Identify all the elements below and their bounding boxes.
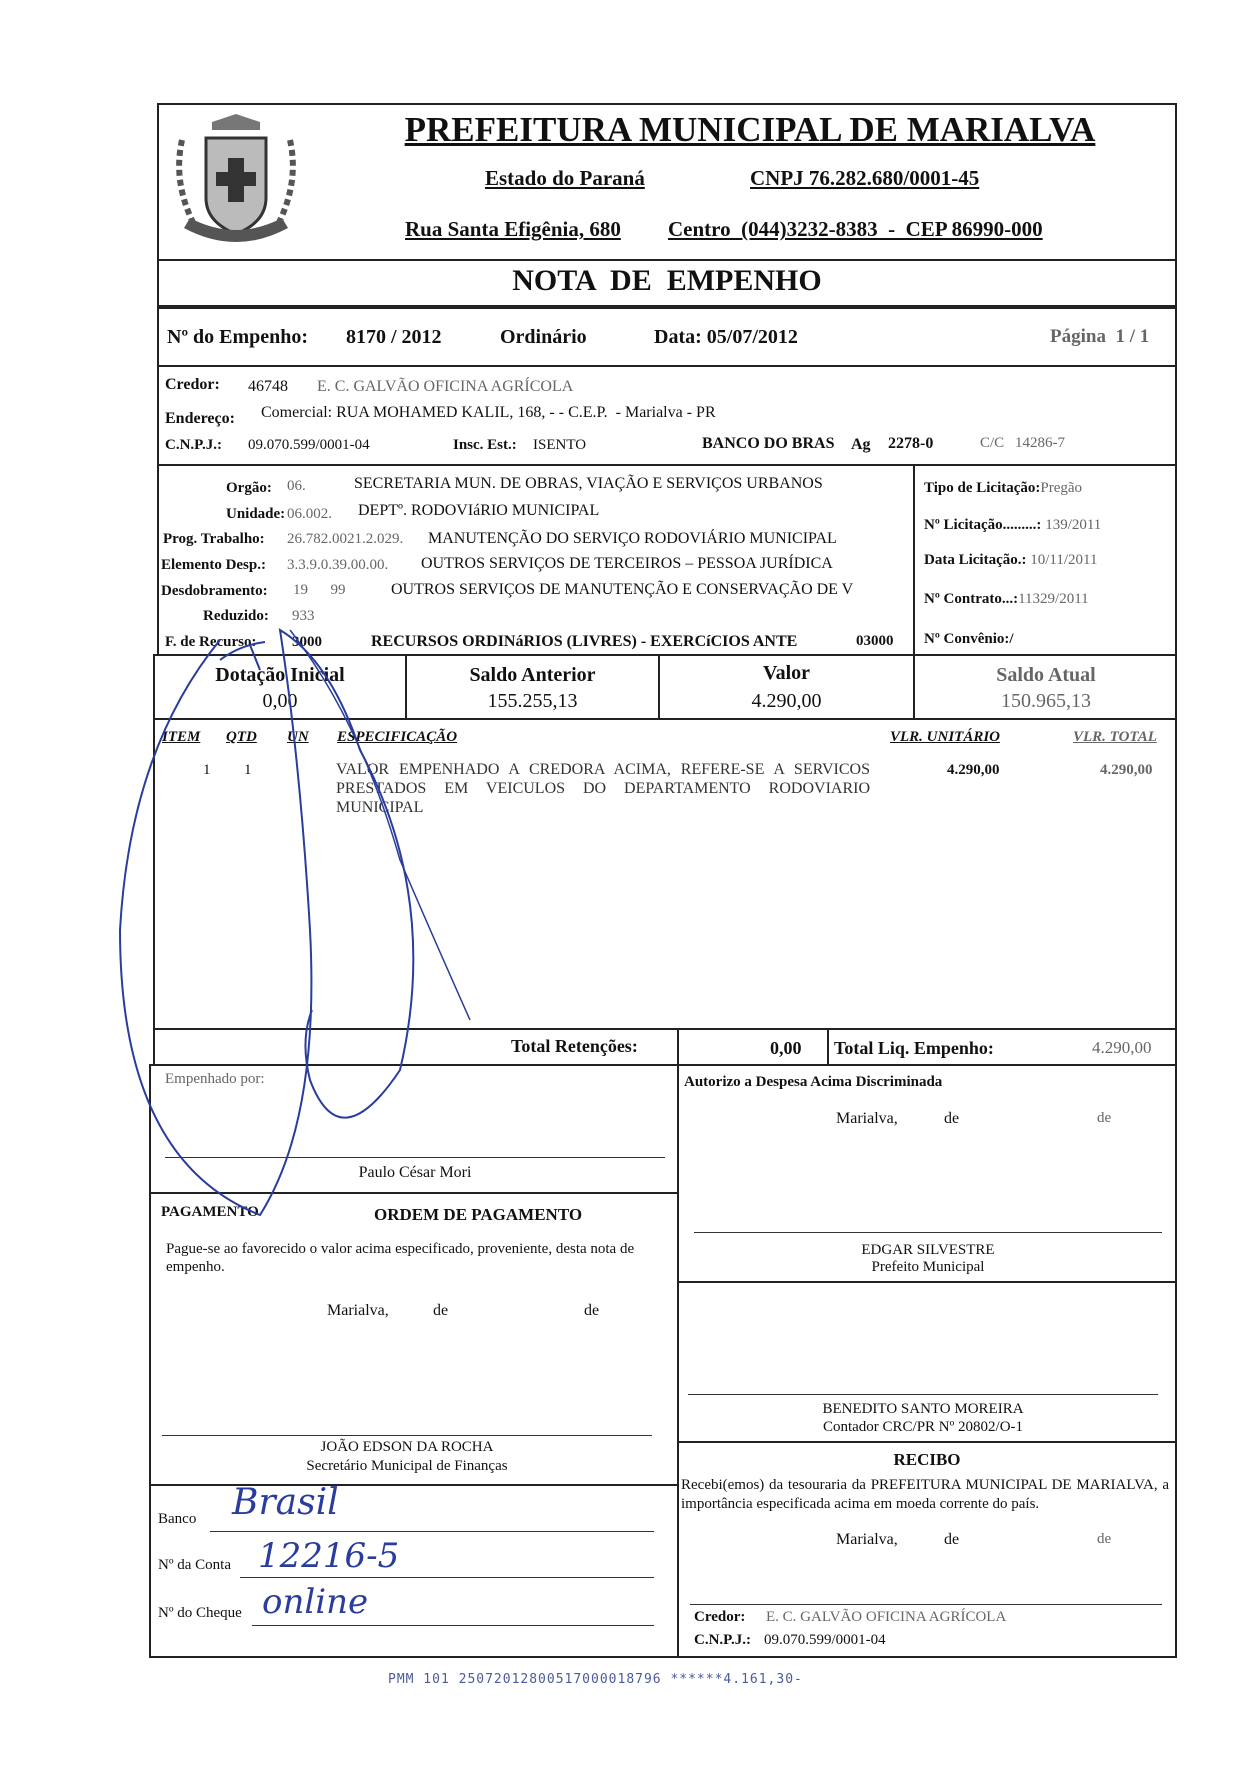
- desdobramento-code: 19 99: [293, 582, 346, 598]
- total-retencoes-value: 0,00: [770, 1038, 802, 1058]
- elemento-label: Elemento Desp.:: [161, 557, 266, 573]
- orgao-code: 06.: [287, 478, 306, 494]
- recibo-credor-name: E. C. GALVÃO OFICINA AGRÍCOLA: [766, 1609, 1007, 1625]
- item-total-value: 4.290,00: [1100, 762, 1153, 778]
- cheque-handwritten-value: online: [262, 1582, 369, 1622]
- pagamento-text: Pague-se ao favorecido o valor acima especificado, proveniente, desta nota de empenho.: [166, 1241, 635, 1275]
- numero-contrato: Nº Contrato...:11329/2011: [924, 591, 1089, 607]
- col-header-vlr-unit: VLR. UNITÁRIO: [890, 729, 1001, 745]
- numero-licitacao: Nº Licitação.........: 139/2011: [924, 517, 1102, 533]
- contador-bottom-line: [677, 1441, 1177, 1443]
- bank-name: BANCO DO BRAS: [702, 435, 835, 452]
- saldo-anterior-value: 155.255,13: [487, 690, 578, 712]
- empenhado-por-label: Empenhado por:: [165, 1071, 265, 1087]
- banco-line: [210, 1531, 654, 1532]
- recibo-credor-label: Credor:: [694, 1609, 746, 1625]
- valor-value: 4.290,00: [751, 690, 822, 712]
- conta-label: Nº da Conta: [158, 1557, 231, 1573]
- unidade-label: Unidade:: [226, 506, 286, 522]
- page-number: Página 1 / 1: [1050, 326, 1150, 347]
- recurso-desc: RECURSOS ORDINáRIOS (LIVRES) - EXERCíCIOS ANTE: [371, 633, 798, 650]
- empenho-number: 8170 / 2012: [346, 326, 442, 348]
- footer-machine-code: PMM 101 25072012800517000018796 ******4.161,30-: [388, 1672, 803, 1687]
- credor-name: E. C. GALVÃO OFICINA AGRÍCOLA: [317, 378, 574, 395]
- signature-scribble-icon: [100, 600, 480, 1240]
- elemento-desc: OUTROS SERVIÇOS DE TERCEIROS – PESSOA JURÍDICA: [421, 555, 833, 572]
- pagamento-de-1: de: [433, 1302, 449, 1319]
- pagamento-de-2: de: [584, 1302, 600, 1319]
- credor-ie: ISENTO: [533, 437, 587, 453]
- saldo-atual-value: 150.965,13: [1001, 690, 1091, 712]
- credor-label: Credor:: [165, 376, 220, 393]
- agency-number: 2278-0: [888, 435, 934, 452]
- account-number: 14286-7: [1015, 435, 1065, 451]
- prog-trabalho-desc: MANUTENÇÃO DO SERVIÇO RODOVIÁRIO MUNICIPAL: [428, 530, 837, 547]
- item-spec: VALOR EMPENHADO A CREDORA ACIMA, REFERE-SE A SERVICOS PRESTADOS EM VEICULOS DO DEPARTAMENTO RODOVIARIO MUNICIPAL: [336, 761, 870, 816]
- reduzido-code: 933: [292, 608, 315, 624]
- ordem-pagamento-title: ORDEM DE PAGAMENTO: [374, 1205, 583, 1224]
- empenho-date: Data: 05/07/2012: [654, 326, 798, 348]
- ie-label: Insc. Est.:: [453, 437, 517, 453]
- dotacao-inicial-value: 0,00: [262, 690, 298, 712]
- district-phone-cep: Centro (044)3232-8383 - CEP 86990-000: [668, 217, 1043, 241]
- col-header-un: UN: [287, 729, 309, 745]
- total-liq-value: 4.290,00: [1092, 1038, 1152, 1057]
- cnpj-label: C.N.P.J.:: [165, 437, 222, 453]
- elemento-code: 3.3.9.0.39.00.00.: [287, 557, 389, 573]
- desdobramento-desc: OUTROS SERVIÇOS DE MANUTENÇÃO E CONSERVAÇÃO DE V: [391, 581, 854, 598]
- credor-code: 46748: [248, 378, 288, 395]
- budget-divider: [913, 464, 915, 656]
- orgao-desc: SECRETARIA MUN. DE OBRAS, VIAÇÃO E SERVIÇOS URBANOS: [354, 475, 823, 492]
- recibo-de-1: de: [944, 1531, 960, 1548]
- autorizo-de-1: de: [944, 1110, 960, 1127]
- municipality-title: PREFEITURA MUNICIPAL DE MARIALVA: [404, 110, 1096, 149]
- address-header: Rua Santa Efigênia, 680: [405, 217, 621, 241]
- prefeito-role: Prefeito Municipal: [871, 1259, 985, 1275]
- recurso-label: F. de Recurso:: [165, 634, 257, 650]
- autorizo-city: Marialva,: [836, 1110, 898, 1127]
- state-name: Estado do Paraná: [485, 166, 645, 190]
- pagamento-city: Marialva,: [327, 1302, 389, 1319]
- financas-signer: JOÃO EDSON DA ROCHA: [320, 1439, 494, 1455]
- unidade-code: 06.002.: [287, 506, 332, 522]
- valor-label: Valor: [762, 662, 811, 684]
- data-licitacao: Data Licitação.: 10/11/2011: [924, 552, 1098, 568]
- municipal-seal-icon: [162, 110, 310, 258]
- totals-divider-1: [677, 1028, 679, 1066]
- col-header-espec: ESPECIFICAÇÃO: [337, 729, 458, 745]
- contador-name: BENEDITO SANTO MOREIRA: [822, 1401, 1024, 1417]
- prog-trabalho-code: 26.782.0021.2.029.: [287, 531, 404, 547]
- ag-label: Ag: [851, 436, 871, 453]
- reduzido-label: Reduzido:: [203, 608, 269, 624]
- prefeito-signature-line: [694, 1232, 1162, 1233]
- saldo-anterior-label: Saldo Anterior: [469, 664, 596, 686]
- empenhado-signer: Paulo César Mori: [358, 1164, 472, 1181]
- recibo-signature-line: [690, 1604, 1162, 1605]
- financas-signature-line: [162, 1435, 652, 1436]
- empenho-type: Ordinário: [500, 326, 587, 348]
- banco-label: Banco: [158, 1511, 197, 1527]
- col-header-vlr-total: VLR. TOTAL: [1073, 729, 1157, 745]
- contador-role: Contador CRC/PR Nº 20802/O-1: [822, 1419, 1024, 1435]
- banco-handwritten-value: Brasil: [232, 1482, 339, 1523]
- autorizo-bottom-line: [677, 1281, 1177, 1283]
- recurso-code: 3000: [292, 634, 322, 650]
- unidade-desc: DEPTº. RODOVIáRIO MUNICIPAL: [358, 502, 600, 519]
- autorizo-label: Autorizo a Despesa Acima Discriminada: [684, 1074, 943, 1090]
- cc-label: C/C: [980, 435, 1005, 451]
- document-title: NOTA DE EMPENHO: [512, 264, 822, 297]
- saldo-atual-label: Saldo Atual: [996, 664, 1096, 686]
- tipo-licitacao: Tipo de Licitação:Pregão: [924, 480, 1083, 496]
- item-unit-value: 4.290,00: [947, 762, 1000, 778]
- conta-handwritten-value: 12216-5: [258, 1536, 400, 1576]
- cheque-line: [252, 1625, 654, 1626]
- bottom-center-divider: [677, 1064, 679, 1658]
- total-retencoes-label: Total Retenções:: [511, 1036, 638, 1056]
- item-qtd: 1: [244, 762, 252, 778]
- desdobramento-label: Desdobramento:: [161, 583, 268, 599]
- recibo-cnpj-label: C.N.P.J.:: [694, 1632, 751, 1648]
- col-header-qtd: QTD: [226, 729, 257, 745]
- numero-convenio: Nº Convênio:/: [924, 631, 1014, 647]
- conta-line: [240, 1577, 654, 1578]
- recibo-cnpj: 09.070.599/0001-04: [764, 1632, 886, 1648]
- totals-divider-2: [827, 1028, 829, 1066]
- total-liq-label: Total Liq. Empenho:: [834, 1038, 994, 1058]
- cnpj-header: CNPJ 76.282.680/0001-45: [750, 166, 980, 190]
- prog-trabalho-label: Prog. Trabalho:: [163, 531, 265, 547]
- prefeito-name: EDGAR SILVESTRE: [861, 1242, 995, 1258]
- contador-signature-line: [688, 1394, 1158, 1395]
- col-header-item: ITEM: [162, 729, 201, 745]
- credor-cnpj: 09.070.599/0001-04: [248, 437, 370, 453]
- address-label: Endereço:: [165, 410, 235, 427]
- cheque-label: Nº do Cheque: [158, 1605, 242, 1621]
- credor-address: Comercial: RUA MOHAMED KALIL, 168, - - C.E.P. - Marialva - PR: [261, 404, 716, 421]
- pagamento-label: PAGAMENTO: [161, 1204, 259, 1220]
- empenho-number-label: Nº do Empenho:: [167, 326, 309, 348]
- orgao-label: Orgão:: [226, 480, 272, 496]
- financas-role: Secretário Municipal de Finanças: [306, 1458, 508, 1474]
- item-number: 1: [203, 762, 211, 778]
- autorizo-de-2: de: [1097, 1110, 1112, 1126]
- recibo-text: Recebi(emos) da tesouraria da PREFEITURA MUNICIPAL DE MARIALVA, a importância especificada acima em moeda corrente do país.: [681, 1477, 1169, 1512]
- recibo-de-2: de: [1097, 1531, 1112, 1547]
- dotacao-inicial-label: Dotação Inicial: [215, 664, 345, 686]
- recibo-city: Marialva,: [836, 1531, 898, 1548]
- pagamento-bottom-line: [149, 1484, 677, 1486]
- recurso-number: 03000: [856, 633, 894, 649]
- recibo-title: RECIBO: [893, 1450, 961, 1469]
